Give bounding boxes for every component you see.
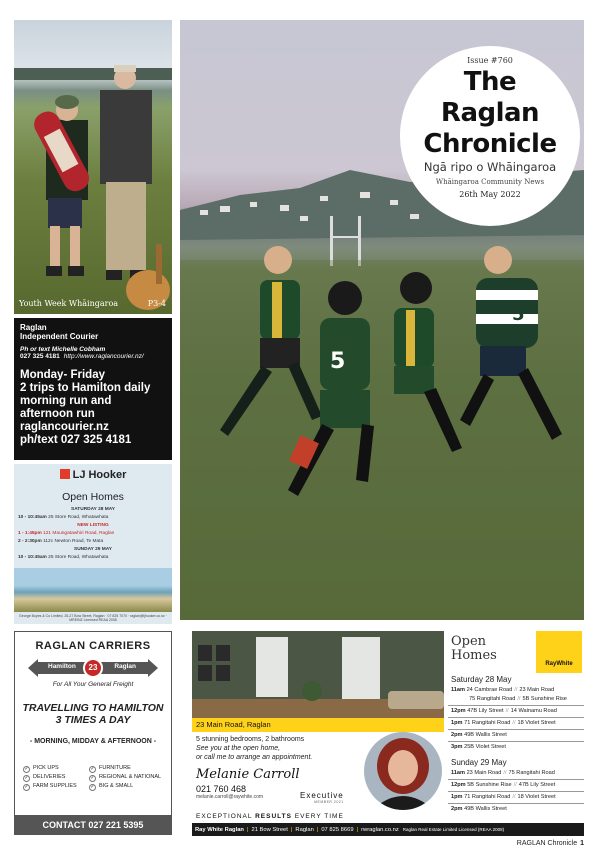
svg-text:5: 5	[330, 349, 346, 374]
ljhooker-logo-icon	[60, 469, 70, 479]
services-column-left	[23, 764, 77, 791]
route-from: Hamilton	[48, 663, 76, 670]
property-photo-illustration	[192, 631, 444, 718]
ljhooker-listing[interactable]: 1 - 1:45pm 121 Maungatawhiri Road, Raglan	[18, 531, 115, 536]
raywhite-website[interactable]: rwraglan.co.nz	[361, 827, 399, 833]
ljhooker-day: SATURDAY 28 MAY	[71, 507, 115, 512]
open-home-row[interactable]: 75 Rangitahi Road // 5B Sunshine Rise	[469, 696, 567, 702]
ljhooker-day: SUNDAY 29 MAY	[74, 547, 112, 552]
svg-text:5: 5	[512, 304, 525, 325]
service-item: ✓ FARM SUPPLIES	[24, 783, 77, 790]
raywhite-logo: RayWhite	[536, 631, 582, 673]
courier-line-6: ph/text 027 325 4181	[20, 434, 132, 446]
property-address: 23 Main Road, Raglan	[192, 718, 444, 732]
ljhooker-title: Open Homes	[62, 491, 124, 503]
check-icon: ✓	[24, 775, 29, 781]
divider	[448, 729, 584, 730]
right-arrow-icon	[148, 659, 158, 677]
ljhooker-footer: George Boyes & Co Limited, 25-27 Bow Street, Raglan · 07 825 7070 · raglan@ljhooker.co.nz · MREINZ Licensed REAA 2008	[19, 614, 167, 622]
invite-line-1: See you at the open home,	[196, 745, 281, 752]
courier-title: Raglan	[20, 323, 47, 332]
page-reference[interactable]: P3-4	[147, 299, 166, 308]
new-listing-badge: NEW LISTING	[77, 523, 109, 528]
agent-portrait-illustration	[364, 732, 442, 810]
property-details	[196, 735, 312, 762]
courier-url[interactable]: http://www.raglancourier.nz/	[63, 353, 144, 360]
carriers-slogan-2: 3 TIMES A DAY	[55, 714, 131, 726]
divider	[448, 803, 584, 804]
open-homes-title: Open Homes	[451, 634, 497, 663]
ljhooker-logo: LJ Hooker	[14, 469, 172, 481]
open-homes-day: Sunday 29 May	[451, 758, 507, 767]
courier-line-4: afternoon run	[20, 408, 95, 420]
carriers-times: - MORNING, MIDDAY & AFTERNOON -	[29, 738, 157, 745]
masthead-maori-subtitle: Ngā ripo o Whāingaroa	[423, 160, 557, 174]
service-item: ✓ PICK UPS	[24, 765, 59, 772]
check-icon: ✓	[90, 775, 95, 781]
open-home-row[interactable]: 12pm 47B Lily Street // 14 Wainamu Road	[451, 708, 557, 714]
issue-date: 26th May 2022	[459, 190, 521, 199]
service-item: ✓ BIG & SMALL	[90, 783, 134, 790]
raywhite-phone[interactable]: 07 825 8669	[321, 827, 354, 833]
raglan-carriers-ad[interactable]	[14, 631, 172, 835]
page-number: 1	[580, 840, 584, 847]
youth-photo-illustration	[14, 20, 172, 314]
photo-caption: Youth Week Whāingaroa	[19, 299, 119, 308]
open-home-row[interactable]: 2pm 49B Wallis Street	[451, 732, 507, 738]
invite-line-2: or call me to arrange an appointment.	[196, 754, 313, 761]
divider	[448, 717, 584, 718]
property-photo	[192, 631, 444, 718]
check-icon: ✓	[24, 784, 29, 790]
masthead-title-line-3: Chronicle	[423, 129, 557, 159]
open-home-row[interactable]: 3pm 25B Violet Street	[451, 744, 506, 750]
raywhite-strapline: EXCEPTIONAL RESULTS EVERY TIME	[196, 813, 344, 820]
agent-email[interactable]: melanie.carroll@raywhite.com	[196, 794, 264, 800]
ljhooker-open-homes-ad[interactable]	[14, 464, 172, 624]
raywhite-footer: Ray White Raglan | 21 Bow Street | Raglan | 07 825 8669 | rwraglan.co.nz Raglan Real Estate Limited Licensed (REAA 2008)	[192, 823, 584, 836]
highway-shield-icon: 23	[83, 658, 103, 678]
service-item: ✓ FURNITURE	[90, 765, 131, 772]
executive-sub: MEMBER 2021	[314, 800, 344, 804]
courier-contact: Ph or text Michelle Cobham	[20, 346, 106, 353]
ljhooker-listing[interactable]: 2 - 2:30pm 112c Newton Road, Te Mata	[18, 539, 104, 544]
check-icon: ✓	[90, 784, 95, 790]
divider	[448, 779, 584, 780]
ljhooker-listing[interactable]: 10 - 10:45am 25 Store Road, Whatawhata	[18, 555, 109, 560]
divider	[448, 741, 584, 742]
open-homes-day: Saturday 28 May	[451, 675, 512, 684]
carriers-slogan-1: TRAVELLING TO HAMILTON	[22, 702, 164, 714]
courier-subtitle: Independent Courier	[20, 332, 99, 341]
masthead	[400, 46, 580, 226]
open-home-row[interactable]: 11am 24 Cambrae Road // 23 Main Road	[451, 687, 555, 693]
courier-line-1: Monday- Friday	[20, 369, 105, 381]
raglan-courier-ad[interactable]	[14, 318, 172, 460]
issue-number: Issue #760	[467, 56, 513, 65]
services-column-right	[89, 764, 161, 791]
check-icon: ✓	[90, 766, 95, 772]
courier-phone-line	[20, 353, 166, 360]
route-banner	[28, 659, 158, 677]
open-home-row[interactable]: 1pm 71 Rangitahi Road // 18 Violet Street	[451, 794, 556, 800]
property-features: 5 stunning bedrooms, 2 bathrooms	[196, 736, 305, 743]
youth-week-photo	[14, 20, 172, 314]
courier-line-3: morning run and	[20, 395, 112, 407]
service-item: ✓ DELIVERIES	[24, 774, 66, 781]
raywhite-open-homes	[448, 631, 584, 823]
divider	[448, 705, 584, 706]
beach-image	[14, 568, 172, 612]
agent-portrait	[364, 732, 442, 810]
open-home-row[interactable]: 11am 23 Main Road // 75 Rangitahi Road	[451, 770, 555, 776]
masthead-title-line-2: Raglan	[440, 98, 540, 128]
carriers-tagline: For All Your General Freight	[52, 681, 134, 688]
route-to: Raglan	[114, 663, 136, 670]
page-footer	[517, 840, 584, 847]
check-icon: ✓	[24, 766, 29, 772]
courier-phone: 027 325 4181	[20, 353, 60, 360]
publication-name: RAGLAN Chronicle	[516, 840, 578, 847]
agent-name: Melanie Carroll	[196, 767, 300, 782]
ljhooker-listing[interactable]: 10 - 10:45am 25 Store Road, Whatawhata	[18, 515, 109, 520]
agent-info	[196, 767, 300, 800]
divider	[448, 791, 584, 792]
service-item: ✓ REGIONAL & NATIONAL	[90, 774, 162, 781]
executive-label: Executive	[300, 791, 344, 800]
executive-badge	[300, 791, 344, 804]
agent-phone[interactable]: 021 760 468	[196, 784, 247, 794]
open-home-row[interactable]: 1pm 71 Rangitahi Road // 18 Violet Street	[451, 720, 556, 726]
open-home-row[interactable]: 12pm 5B Sunshine Rise // 47B Lily Street	[451, 782, 556, 788]
courier-line-5: raglancourier.nz	[20, 421, 109, 433]
carriers-title: RAGLAN CARRIERS	[35, 640, 151, 652]
open-home-row[interactable]: 2pm 49B Wallis Street	[451, 806, 507, 812]
masthead-title-line-1: The	[463, 67, 517, 97]
raywhite-ad[interactable]	[192, 631, 584, 836]
ljhooker-listings	[18, 506, 168, 562]
masthead-community: Whāingaroa Community News	[435, 178, 545, 186]
carriers-contact[interactable]: CONTACT 027 221 5395	[14, 815, 172, 835]
courier-line-2: 2 trips to Hamilton daily	[20, 382, 151, 394]
